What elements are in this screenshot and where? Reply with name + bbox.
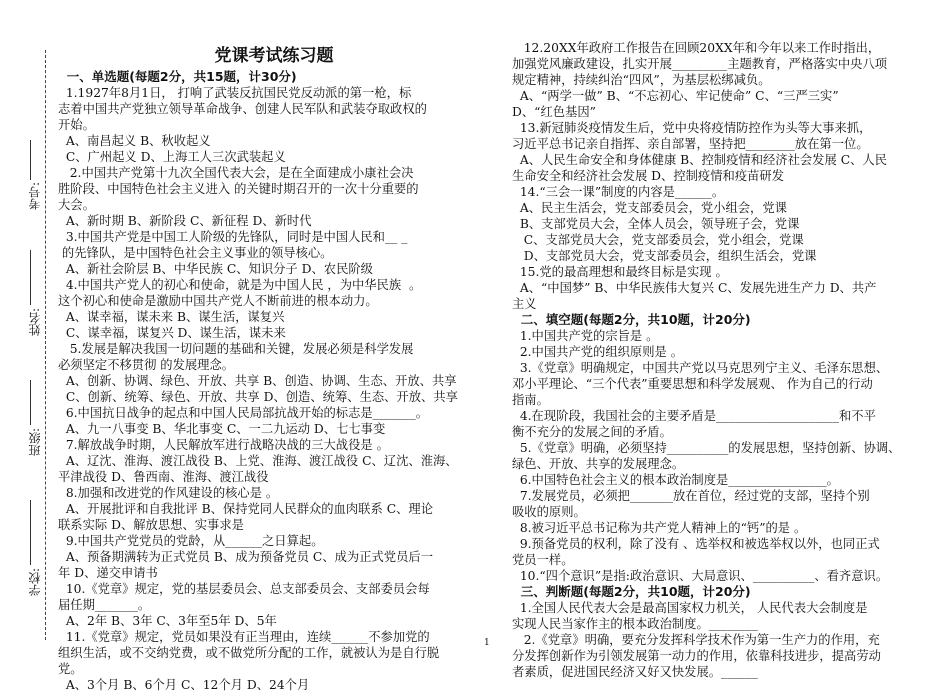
question-line: C、支部党员大会，党支部委员会，党小组会，党课 — [512, 233, 804, 247]
question-line: 9.预备党员的权利，除了没有 、选举权和被选举权以外，也同正式 — [512, 537, 880, 551]
school-label: 学校: — [28, 568, 42, 597]
question-line: A、民主生活会，党支部委员会，党小组会，党课 — [512, 201, 787, 215]
question-line: A、新时期 B、新阶段 C、新征程 D、新时代 — [58, 214, 312, 228]
question-line: 11.《党章》规定，党员如果没有正当理由，连续______不参加党的 — [58, 630, 430, 644]
left-column — [58, 40, 490, 693]
question-line: 开始。 — [58, 118, 95, 132]
question-line: 1.中国共产党的宗旨是 。 — [512, 329, 659, 343]
question-line: 年 D、递交申请书 — [58, 566, 158, 580]
question-line: 9.中国共产党党员的党龄，从______之日算起。 — [58, 534, 324, 548]
question-line: A、开展批评和自我批评 B、保持党同人民群众的血肉联系 C、理论 — [58, 502, 433, 516]
question-line: 加强党风廉政建设，扎实开展_________主题教育，严格落实中央八项 — [512, 57, 888, 71]
question-line: 10.《党章》规定，党的基层委员会、总支部委员会、支部委员会每 — [58, 582, 430, 596]
exam-no-rule — [30, 140, 31, 180]
exam-no-label: 考号: — [28, 182, 42, 211]
question-line: 习近平总书记亲自指挥、亲自部署，坚持把________放在第一位。 — [512, 137, 869, 151]
question-line: 12.20XX年政府工作报告在回顾20XX年和今年以来工作时指出， — [512, 41, 881, 55]
question-line: 必须坚定不移贯彻 的发展理念。 — [58, 358, 235, 372]
question-line: 6.中国特色社会主义的根本政治制度是________________。 — [512, 473, 839, 487]
question-line: 3.中国共产党是中国工人阶级的先锋队，同时是中国人民和__ _ — [58, 230, 408, 244]
question-line: 2.中国共产党的组织原则是 。 — [512, 345, 684, 359]
question-line: C、谋幸福，谋复兴 D、谋生活，谋未来 — [58, 326, 286, 340]
question-line: 联系实际 D、解放思想、实事求是 — [58, 518, 244, 532]
question-line: 指南。 — [512, 393, 549, 407]
question-line: 8.加强和改进党的作风建设的核心是 。 — [58, 486, 279, 500]
question-line: C、广州起义 D、上海工人三次武装起义 — [58, 150, 286, 164]
question-line: 吸收的原则。 — [512, 505, 586, 519]
binding-dashed-line — [45, 50, 46, 640]
question-line: A、人民生命安全和身体健康 B、控制疫情和经济社会发展 C、人民 — [512, 153, 887, 167]
question-line: 的先锋队，是中国特色社会主义事业的领导核心。 — [58, 246, 333, 260]
question-line: 规定精神，持续纠治“四风”，为基层松绑减负。 — [512, 73, 771, 87]
question-line: 衡不充分的发展之间的矛盾。 — [512, 425, 672, 439]
question-line: 15.党的最高理想和最终目标是实现 。 — [512, 265, 728, 279]
name-rule — [30, 250, 31, 305]
question-line: 届任期_______。 — [58, 598, 151, 612]
question-line: A、创新、协调、绿色、开放、共享 B、创造、协调、生态、开放、共享 — [58, 374, 457, 388]
section-heading: 一、单选题(每题2分，共15题，计30分) — [58, 69, 297, 84]
question-line: 1.1927年8月1日， 打响了武装反抗国民党反动派的第一枪，标 — [58, 86, 412, 100]
question-line: A、3个月 B、6个月 C、12个月 D、24个月 — [58, 678, 310, 692]
question-line: 绿色、开放、共享的发展理念。 — [512, 457, 685, 471]
question-line: 6.中国抗日战争的起点和中国人民局部抗战开始的标志是_______。 — [58, 406, 429, 420]
question-line: 5.《党章》明确，必须坚持__________的发展思想，坚持创新、协调、 — [512, 441, 901, 455]
question-line: 2.中国共产党第十九次全国代表大会，是在全面建成小康社会决 — [58, 166, 414, 180]
question-line: 7.解放战争时期，人民解放军进行战略决战的三大战役是 。 — [58, 438, 389, 452]
question-line: 5.发展是解决我国一切问题的基础和关键，发展必须是科学发展 — [58, 342, 414, 356]
binding-margin — [0, 0, 55, 671]
question-line: 生命安全和经济社会发展 D、控制疫情和疫苗研发 — [512, 169, 785, 183]
question-line: 7.发展党员，必须把_______放在首位，经过党的支部，坚持个别 — [512, 489, 870, 503]
question-line: 4.中国共产党人的初心和使命，就是为中国人民 ，为中华民族 。 — [58, 278, 422, 292]
question-line: A、“中国梦” B、中华民族伟大复兴 C、发展先进生产力 D、共产 — [512, 281, 877, 295]
question-line: 10.“四个意识”是指:政治意识、大局意识、__________、看齐意识。 — [512, 569, 889, 583]
question-line: A、南昌起义 B、秋收起义 — [58, 134, 211, 148]
class-label: 班级: — [28, 428, 42, 457]
question-line: 胜阶段、中国特色社会主义进入 的关键时期召开的一次十分重要的 — [58, 182, 419, 196]
class-rule — [30, 380, 31, 425]
question-line: 14.“三会一课”制度的内容是______。 — [512, 185, 725, 199]
question-line: A、预备期满转为正式党员 B、成为预备党员 C、成为正式党员后一 — [58, 550, 433, 564]
section-heading: 二、填空题(每题2分，共10题，计20分) — [512, 312, 751, 327]
right-column — [512, 40, 926, 680]
question-line: 3.《党章》明确规定，中国共产党以马克思列宁主义、毛泽东思想、 — [512, 361, 889, 375]
question-line: 4.在现阶段，我国社会的主要矛盾是____________________和不平 — [512, 409, 876, 423]
question-line: 志着中国共产党独立领导革命战争、创建人民军队和武装夺取政权的 — [58, 102, 427, 116]
question-line: 党。 — [58, 662, 83, 676]
question-line: 者素质，促进国民经济又好又快发展。______ — [512, 665, 758, 679]
question-line: 8.被习近平总书记称为共产党人精神上的“钙”的是 。 — [512, 521, 807, 535]
name-label: 姓名: — [28, 308, 42, 337]
page-title: 党课考试练习题 — [214, 46, 334, 66]
question-line: 分发挥创新作为引领发展第一动力的作用，依靠科技进步，提高劳动 — [512, 649, 881, 663]
question-line: 组织生活，或不交纳党费，或不做党所分配的工作，就被认为是自行脱 — [58, 646, 440, 660]
question-line: 实现人民当家作主的根本政治制度。________ — [512, 617, 758, 631]
question-line: 平津战役 D、鲁西南、淮海、渡江战役 — [58, 470, 269, 484]
question-line: A、“两学一做” B、“不忘初心、牢记使命” C、“三严三实” — [512, 89, 839, 103]
question-line: B、支部党员大会，全体人员会，领导班子会，党课 — [512, 217, 800, 231]
question-line: C、创新、统筹、绿色、开放、共享 D、创造、统筹、生态、开放、共享 — [58, 390, 458, 404]
question-line: A、谋幸福，谋未来 B、谋生活，谋复兴 — [58, 310, 285, 324]
question-line: A、新社会阶层 B、中华民族 C、知识分子 D、农民阶级 — [58, 262, 373, 276]
question-line: 大会。 — [58, 198, 95, 212]
question-line: D、“红色基因” — [512, 105, 596, 119]
question-line: A、九一八事变 B、华北事变 C、一二九运动 D、七七事变 — [58, 422, 386, 436]
section-heading: 三、判断题(每题2分，共10题，计20分) — [512, 584, 751, 599]
question-line: A、辽沈、淮海、渡江战役 B、上党、淮海、渡江战役 C、辽沈、淮海、 — [58, 454, 458, 468]
question-line: 13.新冠肺炎疫情发生后，党中央将疫情防控作为头等大事来抓， — [512, 121, 872, 135]
question-line: D、支部党员大会，党支部委员会，组织生活会，党课 — [512, 249, 817, 263]
question-line: 邓小平理论、“三个代表”重要思想和科学发展观、 作为自己的行动 — [512, 377, 873, 391]
question-line: 党员一样。 — [512, 553, 574, 567]
question-line: A、2年 B、3年 C、3年至5年 D、5年 — [58, 614, 277, 628]
question-line: 主义 — [512, 297, 537, 311]
question-line: 2.《党章》明确，要充分发挥科学技术作为第一生产力的作用，充 — [512, 633, 880, 647]
school-rule — [30, 500, 31, 565]
page-number: 1 — [484, 638, 490, 648]
question-line: 这个初心和使命是激励中国共产党人不断前进的根本动力。 — [58, 294, 378, 308]
question-line: 1.全国人民代表大会是最高国家权力机关， 人民代表大会制度是 — [512, 601, 868, 615]
